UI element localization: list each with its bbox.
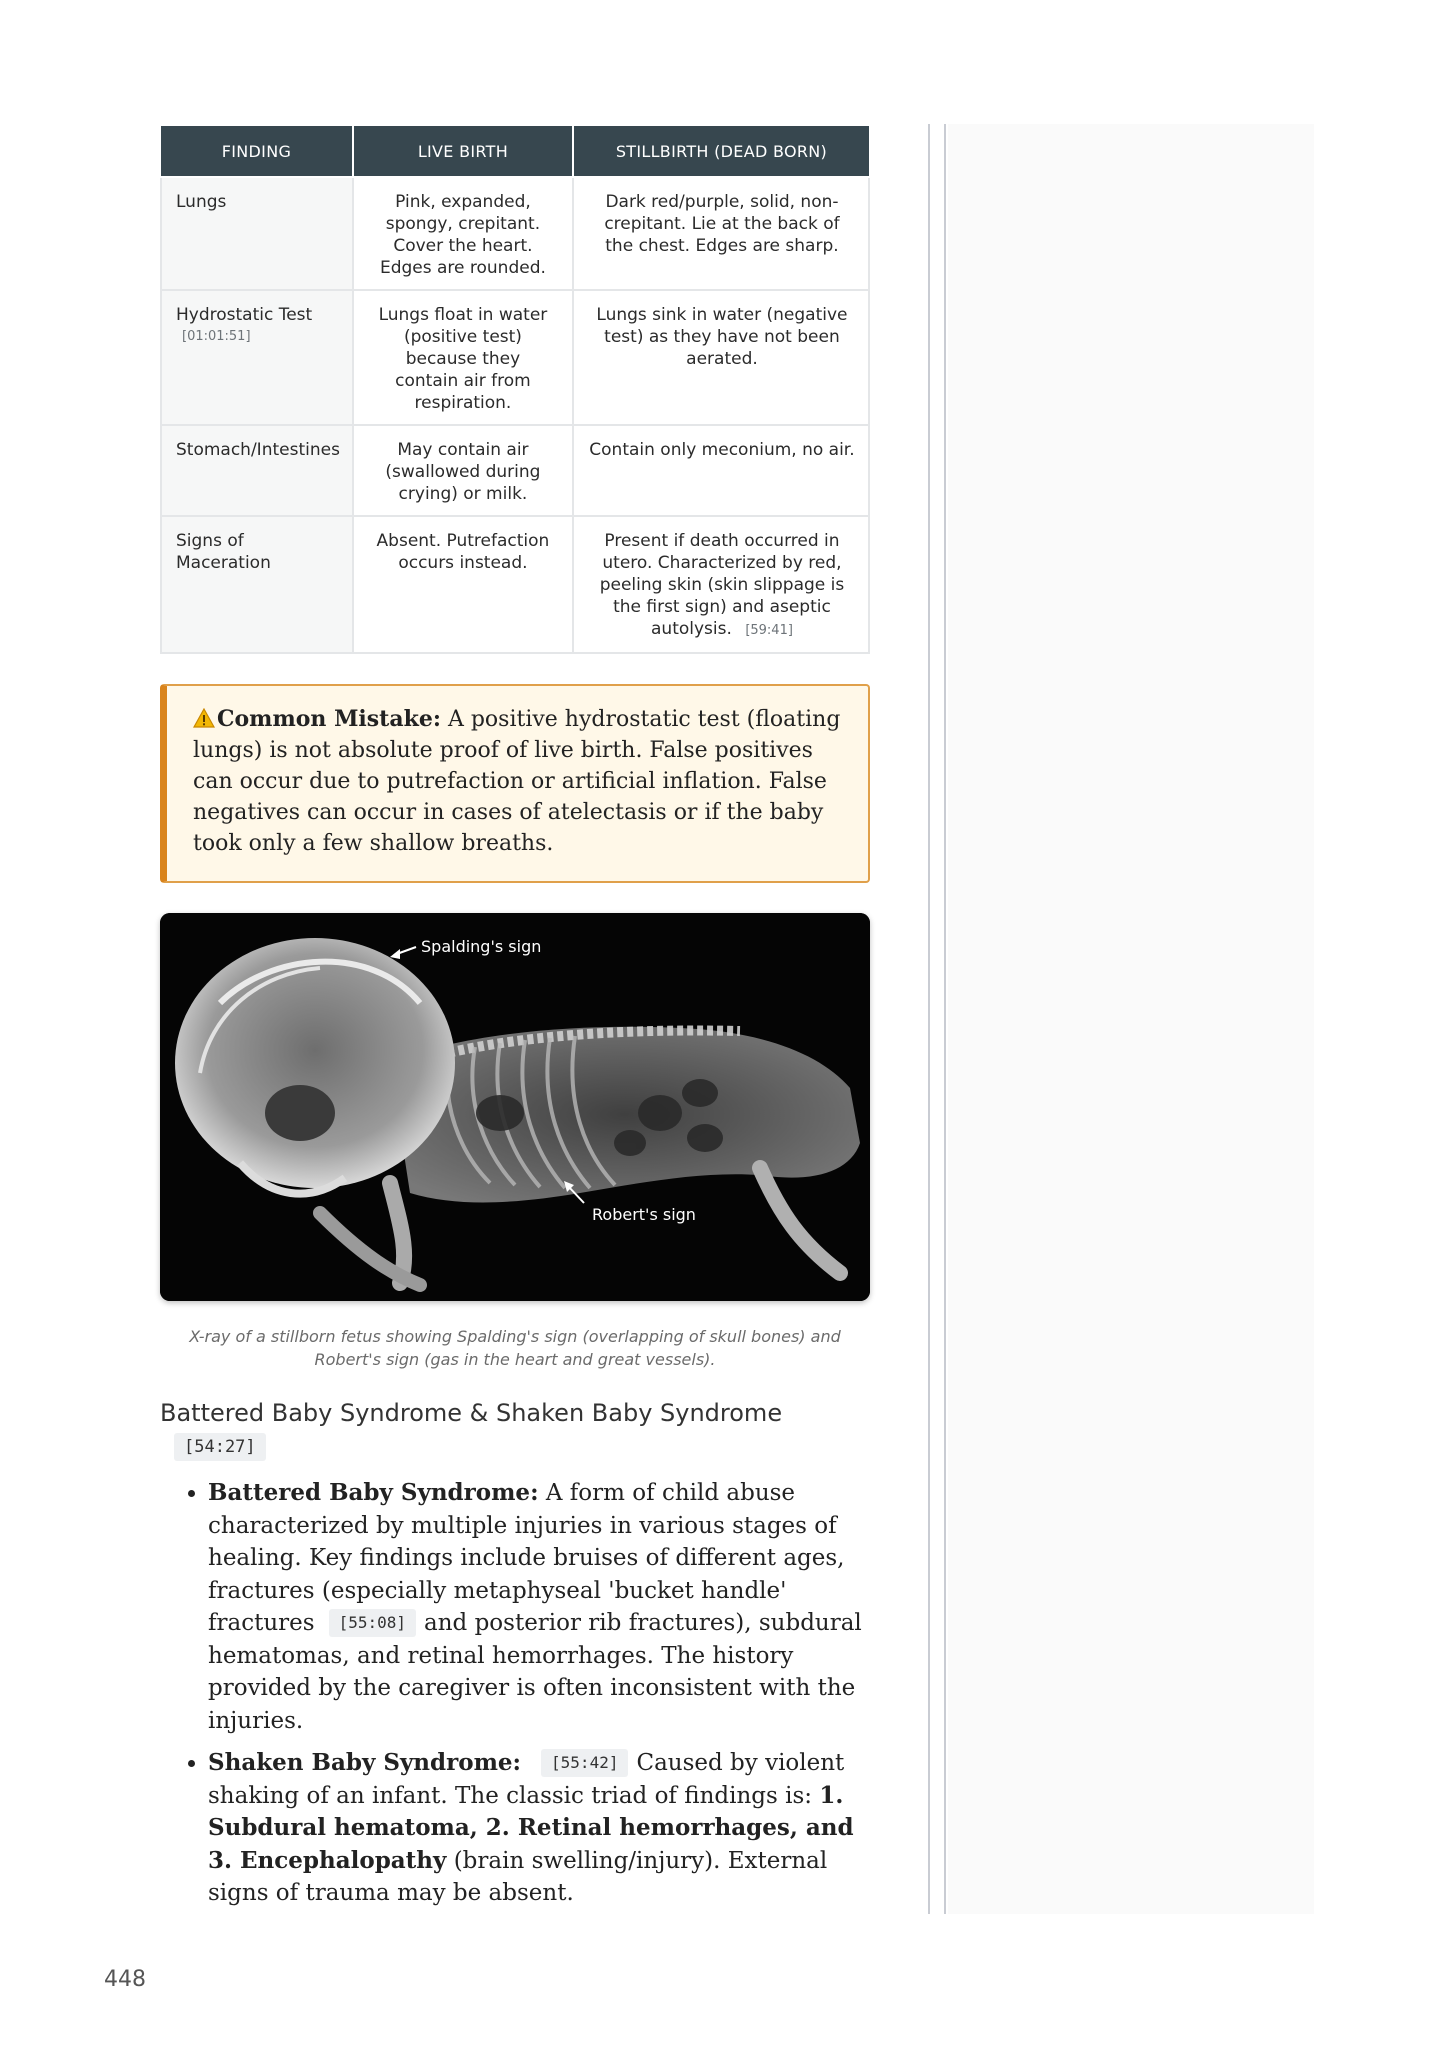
bullet-text: (brain swelling/injury). External signs of trauma may be absent. [208,1847,828,1906]
finding-cell [161,290,353,425]
callout-label: Common Mistake: [217,706,441,732]
stillbirth-cell [573,516,869,653]
table-header-row [161,126,869,177]
table-row [161,425,869,516]
margin-rule [944,124,946,1914]
finding-cell [161,425,353,516]
list-item [208,1747,870,1910]
stillbirth-text: Present if death occurred in utero. Characterized by red, peeling skin (skin slippage is the first sign) and aseptic autolysis. [599,531,845,639]
finding-label: Signs of Maceration [176,531,271,573]
timestamp-link[interactable]: [54:27] [174,1433,266,1461]
timestamp-link[interactable]: [55:08] [329,1609,416,1637]
roberts-sign-label: Robert's sign [592,1205,696,1224]
timestamp-link[interactable]: [01:01:51] [182,329,251,344]
warning-icon [193,708,215,728]
finding-label: Lungs [176,192,227,212]
notes-pane [948,124,1314,1914]
live-birth-cell: Absent. Putrefaction occurs instead. [353,516,573,653]
xray-image [160,913,870,1301]
column-header: LIVE BIRTH [353,126,573,177]
syndrome-list [160,1477,870,1910]
page-number: 448 [104,1967,146,1992]
xray-figure [160,913,870,1301]
column-header: STILLBIRTH (DEAD BORN) [573,126,869,177]
bullet-text: Caused by violent shaking of an infant. The classic triad of findings is: [208,1750,845,1809]
bullet-text: and posterior rib fractures), subdural hematomas, and retinal hemorrhages. The history provided by the caregiver is often inconsistent with the injuries. [208,1610,862,1734]
finding-label: Hydrostatic Test [176,305,313,325]
finding-cell [161,177,353,290]
column-header: FINDING [161,126,353,177]
live-birth-cell: Pink, expanded, spongy, crepitant. Cover the heart. Edges are rounded. [353,177,573,290]
stillbirth-cell: Dark red/purple, solid, non-crepitant. Lie at the back of the chest. Edges are sharp. [573,177,869,290]
timestamp-link[interactable]: [55:42] [541,1749,628,1777]
table-row [161,516,869,653]
timestamp-link[interactable]: [59:41] [745,623,793,638]
bullet-bold-text: 1. Subdural hematoma, 2. Retinal hemorrhages, and 3. Encephalopathy [208,1781,854,1874]
finding-label: Stomach/Intestines [176,440,340,460]
finding-cell [161,516,353,653]
stillbirth-cell: Lungs sink in water (negative test) as they have not been aerated. [573,290,869,425]
bullet-label: Battered Baby Syndrome: [208,1479,539,1506]
figure-caption: X-ray of a stillborn fetus showing Spalding's sign (overlapping of skull bones) and Robert's sign (gas in the heart and great vessels). [189,1327,841,1369]
main-content [160,126,870,1920]
table-row [161,290,869,425]
table-row [161,177,869,290]
common-mistake-callout [160,684,870,883]
comparison-table [160,126,870,654]
spaldings-sign-label: Spalding's sign [421,937,542,956]
bullet-text: A form of child abuse characterized by multiple injuries in various stages of healing. Key findings include bruises of different ages, fractures (especially metaphyseal 'bucket handle' fractures [208,1480,845,1636]
live-birth-cell: Lungs float in water (positive test) because they contain air from respiration. [353,290,573,425]
live-birth-cell: May contain air (swallowed during crying) or milk. [353,425,573,516]
section-title: Battered Baby Syndrome & Shaken Baby Syndrome [160,1399,783,1427]
stillbirth-cell: Contain only meconium, no air. [573,425,869,516]
callout-text: A positive hydrostatic test (floating lungs) is not absolute proof of live birth. False positives can occur due to putrefaction or artificial inflation. False negatives can occur in cases of atelectasis or if the baby took only a few shallow breaths. [193,707,841,856]
bullet-label: Shaken Baby Syndrome: [208,1749,522,1776]
margin-rule [928,124,930,1914]
list-item [208,1477,870,1737]
